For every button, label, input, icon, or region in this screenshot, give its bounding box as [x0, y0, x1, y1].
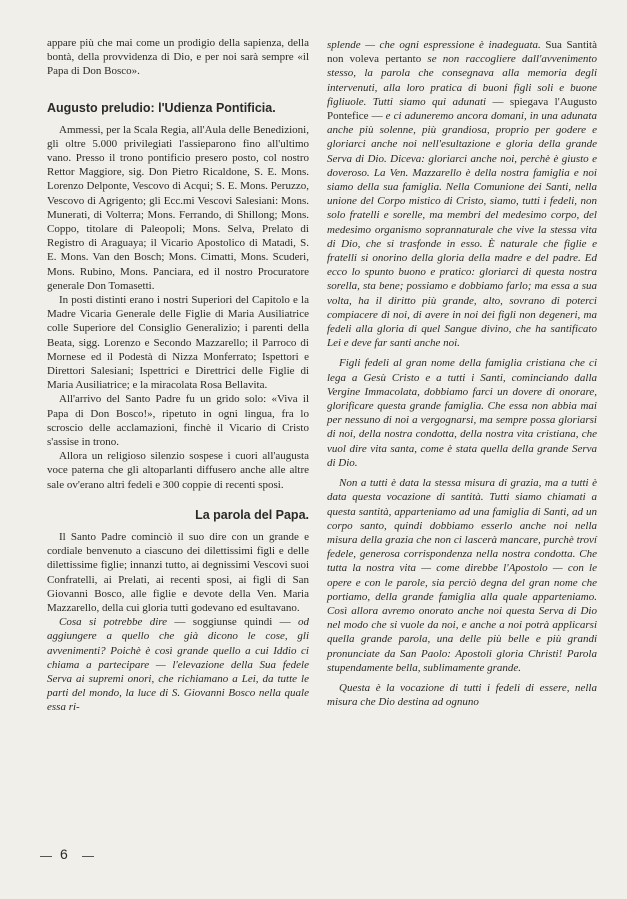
- paragraph-cosa-dire: [47, 615, 309, 714]
- narration-text: Sua Santità non voleva pertanto: [327, 39, 597, 66]
- section-heading-parola: La parola del Papa.: [195, 507, 309, 522]
- narration-text: — spiegava l'Augusto Pontefice —: [327, 95, 597, 123]
- footer-dash-left: [40, 856, 52, 857]
- paragraph-vocazione: Questa è la vocazione di tutti i fedeli di essere, nella misura che Dio destina ad ognuno: [327, 681, 597, 709]
- quote-text: Cosa si potrebbe dire: [59, 616, 168, 629]
- paragraph-arrivo: All'arrivo del Santo Padre fu un grido solo: «Viva il Papa di Don Bosco!», ripetuto in ogni lingua, fra lo scroscio delle acclamazioni, finchè il Vicario di Cristo s'assise in trono.: [47, 393, 309, 449]
- footer-dash-right: [82, 856, 94, 857]
- quote-text: splende — che ogni espressione è inadeguata.: [327, 39, 541, 51]
- paragraph-splende: [327, 38, 597, 350]
- page-number: 6: [60, 846, 68, 862]
- right-column: [327, 38, 597, 709]
- paragraph-figli-fedeli: Figli fedeli al gran nome della famiglia cristiana che ci lega a Gesù Cristo e a tutti i Santi, cominciando dalla Vergine Immacolata, dobbiamo farci un dovere di onorare, glorificare questa grande famiglia. Che essa non abbia mai per nessuno di noi a vergognarsi, ma sempre possa gloriarsi di noi, della nostra condotta, della nostra vita cristiana, che vuol dire vita santa, come è stata quella della grande Serva di Dio.: [327, 357, 597, 469]
- section-heading-udienza: Augusto preludio: l'Udienza Pontificia.: [47, 100, 276, 115]
- quote-text: od aggiungere a quello che già dicono le cose, gli avvenimenti? Poichè è così grande quello a cui Iddio ci chiama a partecipare — l'elevazione della Sua fedele Serva ai supremi onori, che richiamano a Lei, da tutte le parti del mondo, la luce di S. Giovanni Bosco nella quale essa ri-: [47, 616, 309, 714]
- intro-paragraph: appare più che mai come un prodigio della sapienza, della bontà, della provvidenza di Dio, e per noi sarà sempre «il Papa di Don Bosco».: [47, 37, 309, 78]
- paragraph-ammessi: Ammessi, per la Scala Regia, all'Aula delle Benedizioni, gli oltre 5.000 privilegiati l'assieparono fino all'ultimo vano. Presso il trono pontificio presero posto, col nostro Rettor Maggiore, sig. Don Pietro Ricaldone, S. E. Mons. Lorenzo Delponte, Vescovo di Acqui; S. E. Mons. Peruzzo, Vescovo di Agrigento; gli Ecc.mi Vescovi Salesiani: Mons. Munerati, di Volterra; Mons. Ferrando, di Shillong; Mons. Coppo, titolare di Paleopoli; Mons. Selva, Prelato di Registro di Araguaya; il Vicario Apostolico di Matadi, S. E. Mons. Van den Bosch; Mons. Cimatti, Mons. Scuderi, Mons. Rubino, Mons. Panciara, ed il nostro Procuratore generale Don Tomasetti.: [47, 123, 309, 292]
- quote-text: se non raccogliere dall'avvenimento stesso, la parola che consegnava alla memoria degli intervenuti, alla loro pratica di buoni figli soli e buone figliuole. Tutti siamo qui adunati: [327, 53, 597, 108]
- paragraph-silenzio: Allora un religioso silenzio sospese i cuori all'augusta voce paterna che gli altoparlanti diffusero anche alle altre sale ov'erano altri fedeli e 300 coppie di recenti sposi.: [47, 450, 309, 491]
- paragraph-misura-grazia: Non a tutti è data la stessa misura di grazia, ma a tutti è data questa vocazione di santità. Tutti siamo chiamati a questa santità, apparteniamo ad una famiglia di Santi, ad un corpo santo, quindi dobbiamo esserlo anche noi nella misura della grazia che non ci lascerà mancare, purchè troví fedele, generosa corrispondenza nella nostra condotta. Che tutta la nostra vita — come direbbe l'Apostolo — con le opere e con le parole, sia perciò degna del gran nome che portiamo, della grande famiglia alla quale apparteniamo. Così allora avremo onorato anche noi questa Serva di Dio nel modo che si vuole da noi, e anche a noi potrà applicarsi quella grande parola, una delle più belle e più grandi pronunciate da San Paolo: Apostoli gloria Christi! Parola stupendamente bella, sublimamente grande.: [327, 477, 597, 674]
- quote-text: e ci aduneremo ancora domani, in una adunata anche più solenne, più grandiosa, proprio per godere e gloriarci anche noi nell'esultazione e gloria della grande Serva di Dio. Diceva: gloriarci anche noi, perchè è giusto e doveroso. La Ven. Mazzarello è della nostra famiglia e noi siamo della sua famiglia. Nella Comunione dei Santi, nella unione del Corpo mistico di Cristo, siamo, tutti i fedeli, non solo fratelli e sorelle, ma membri del medesimo corpo, del medesimo organismo soprannaturale che vive la stessa vita di Dio, che si trasfonde in esso. È naturale che figlie e fratelli si onorino della gloria della madre e del padre. Ed ecco lo spunto buono e pratico: gloriarci di questa nostra sorella, sta bene; possiamo e dobbiamo farlo; ma essa a sua volta, ha il diritto più grande, alto, sovrano di poterci compiacere di noi, di avere in noi dei figli non degeneri, ma fedeli alla gloria di quel Sangue divino, che ha santificato Lei e deve far santi anche noi.: [327, 110, 597, 350]
- narration-text: — soggiunse quindi —: [167, 616, 298, 629]
- paragraph-posti-distinti: In posti distinti erano i nostri Superiori del Capitolo e la Madre Vicaria Generale delle Figlie di Maria Ausiliatrice colle Superiore del Consiglio Generalizio; i parenti della Beata, sigg. Lorenzo e Secondo Mazzarello; il Parroco di Mornese ed il Podestà di Nizza Monferrato; Ispettori e Direttori Salesiani; Ispettrici e Direttrici delle Figlie di Maria Ausiliatrice; e la miracolata Rosa Bellavita.: [47, 294, 309, 392]
- paragraph-santo-padre: Il Santo Padre cominciò il suo dire con un grande e cordiale benvenuto a ciascuno dei dilettissimi figli e delle dilettissime figlie; innanzi tutto, ai degnissimi Vescovi suoi Confratelli, ai Prelati, ai recenti sposi, ai figli di San Giovanni Bosco, alle figlie e devote della Ven. Maria Mazzarello, della cui gloria tutti godevano ed esultavano.: [47, 530, 309, 614]
- left-column: [47, 36, 309, 715]
